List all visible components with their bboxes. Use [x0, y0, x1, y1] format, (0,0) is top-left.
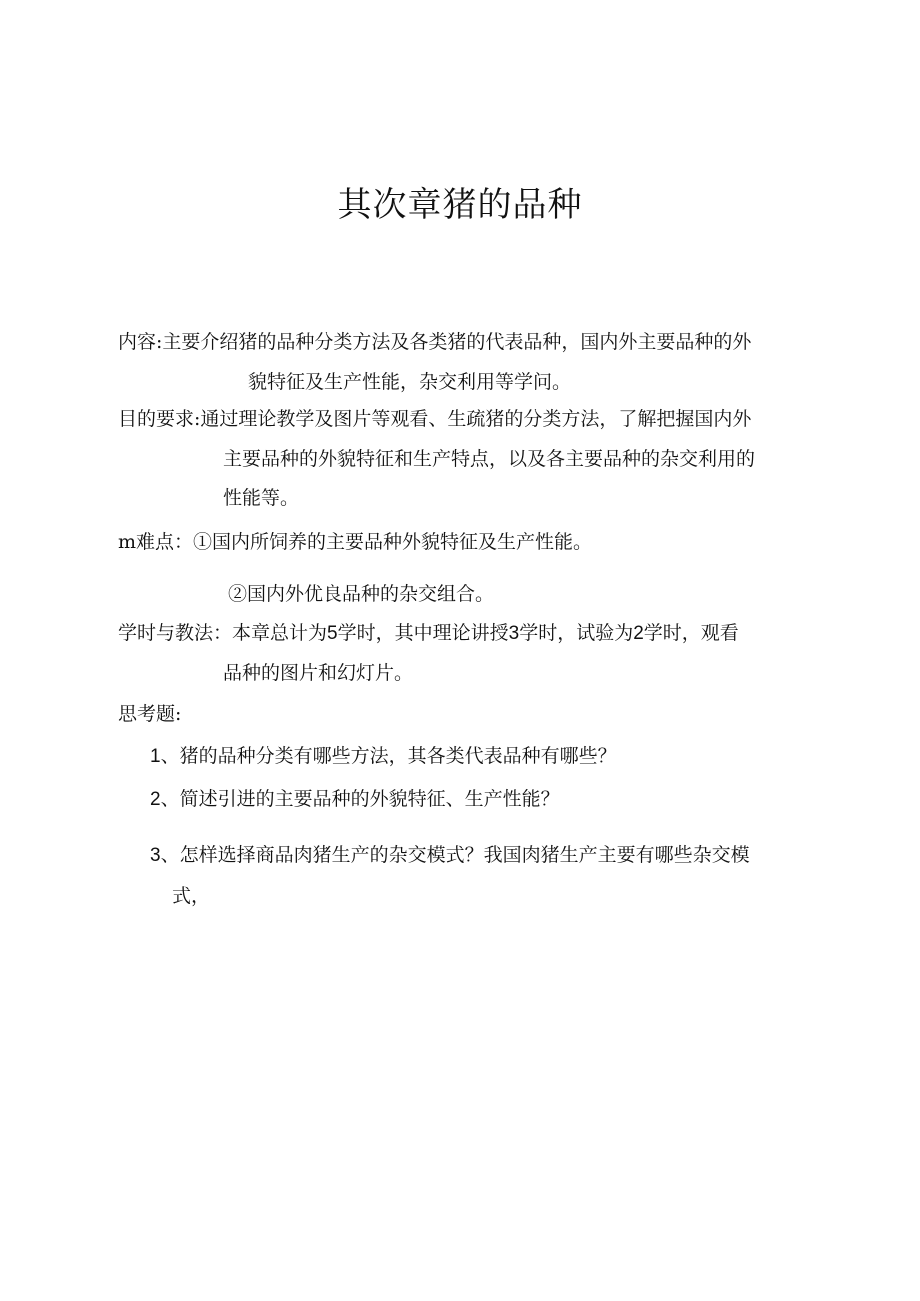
hours-text-2: 学时，其中理论讲授	[337, 622, 509, 644]
content-text-1: 主要介绍猪的品种分类方法及各类猪的代表品种，国内外主要品种的外	[162, 331, 752, 353]
objectives-line-3: 性能等。	[223, 487, 300, 509]
question-item-3-continued: 式，	[172, 885, 211, 907]
question-number: 1	[150, 746, 161, 767]
content-line-2: 貌特征及生产性能，杂交利用等学问。	[248, 371, 572, 393]
question-text: 、猪的品种分类有哪些方法，其各类代表品种有哪些？	[160, 745, 617, 767]
page-title: 其次章猪的品种	[337, 185, 583, 225]
question-item-3	[150, 841, 750, 870]
question-number: 3	[150, 845, 161, 866]
content-line-1	[118, 328, 751, 356]
hours-text-1: 本章总计为	[232, 622, 328, 644]
difficulties-item-1: ①国内所饲养的主要品种外貌特征及生产性能。	[193, 531, 593, 553]
question-item-2	[150, 785, 560, 814]
questions-label: 思考题:	[118, 703, 182, 725]
objectives-line-2: 主要品种的外貌特征和生产特点，以及各主要品种的杂交利用的	[223, 448, 756, 470]
hours-lab: 2	[633, 623, 644, 644]
hours-line-1	[118, 619, 739, 648]
question-item-1	[150, 742, 617, 771]
question-text: 、怎样选择商品肉猪生产的杂交模式？我国肉猪生产主要有哪些杂交模	[160, 844, 750, 866]
objectives-line-1	[118, 405, 751, 433]
objectives-label: 目的要求:	[118, 408, 201, 430]
hours-label: 学时与教法：	[118, 622, 233, 644]
hours-text-4: 学时，观看	[643, 622, 739, 644]
hours-text-3: 学时，试验为	[519, 622, 634, 644]
difficulties-label: m难点：	[118, 531, 194, 553]
hours-total: 5	[327, 623, 338, 644]
content-label: 内容:	[118, 331, 163, 353]
question-number: 2	[150, 789, 161, 810]
hours-line-2: 品种的图片和幻灯片。	[223, 662, 414, 684]
difficulties-line-1	[118, 528, 592, 556]
difficulties-item-2: ②国内外优良品种的杂交组合。	[228, 583, 495, 605]
hours-theory: 3	[508, 623, 520, 644]
objectives-text-1: 通过理论教学及图片等观看、生疏猪的分类方法，了解把握国内外	[200, 408, 752, 430]
question-text: 、简述引进的主要品种的外貌特征、生产性能？	[160, 788, 560, 810]
